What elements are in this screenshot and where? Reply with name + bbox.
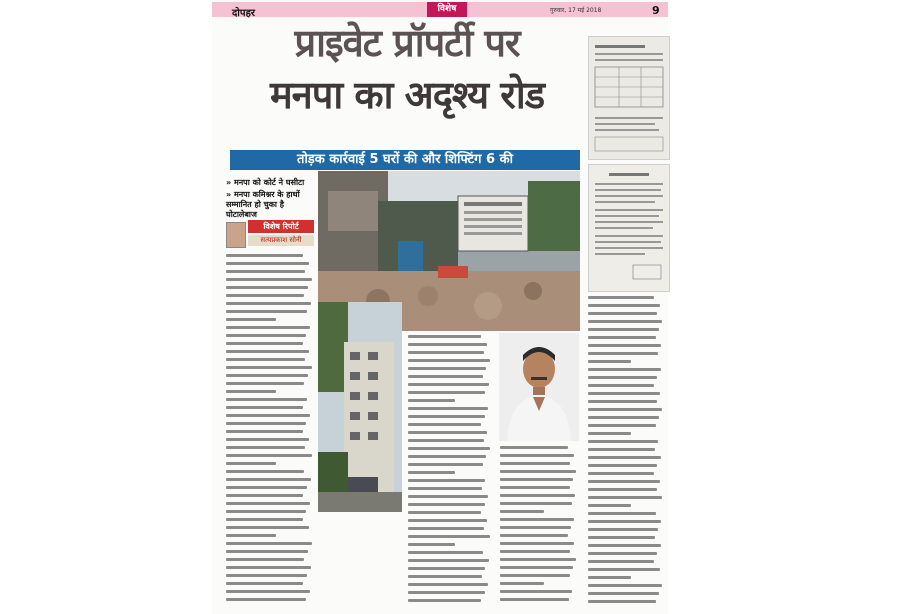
body-text-line <box>408 359 490 362</box>
body-text-line <box>226 494 303 497</box>
body-text-line <box>226 406 303 409</box>
body-text-line <box>588 432 631 435</box>
body-text-line <box>588 416 659 419</box>
body-text-line <box>408 495 488 498</box>
body-text-line <box>588 504 631 507</box>
body-text-line <box>226 278 312 281</box>
body-text-line <box>500 518 574 521</box>
paper-name: दोपहर <box>232 8 255 19</box>
body-text-line <box>500 494 575 497</box>
body-text-line <box>226 294 304 297</box>
body-text-line <box>500 502 572 505</box>
body-text-line <box>408 439 484 442</box>
body-text-line <box>226 326 310 329</box>
body-text-line <box>500 558 576 561</box>
article-column-4 <box>588 296 666 611</box>
body-text-line <box>500 454 574 457</box>
body-text-line <box>588 384 654 387</box>
body-text-line <box>408 335 481 338</box>
body-text-line <box>588 472 654 475</box>
body-text-line <box>226 374 308 377</box>
body-text-line <box>500 542 574 545</box>
body-text-line <box>500 534 568 537</box>
body-text-line <box>588 480 660 483</box>
body-text-line <box>226 582 303 585</box>
body-text-line <box>226 398 307 401</box>
body-text-line <box>226 502 310 505</box>
body-text-line <box>588 592 659 595</box>
document-scan-1 <box>588 36 670 160</box>
body-text-line <box>226 358 305 361</box>
body-text-line <box>226 542 312 545</box>
masthead <box>212 2 668 17</box>
body-text-line <box>226 438 309 441</box>
body-text-line <box>408 527 484 530</box>
body-text-line <box>500 582 544 585</box>
body-text-line <box>588 368 661 371</box>
body-text-line <box>408 391 485 394</box>
body-text-line <box>226 518 303 521</box>
body-text-line <box>588 600 656 603</box>
body-text-line <box>226 262 309 265</box>
body-text-line <box>588 456 661 459</box>
body-text-line <box>408 343 487 346</box>
body-text-line <box>408 399 455 402</box>
body-text-line <box>500 598 569 601</box>
highlights <box>226 178 316 222</box>
headline-line-1: प्राइवेट प्रॉपर्टी पर <box>294 21 520 65</box>
body-text-line <box>408 535 490 538</box>
body-text-line <box>226 310 307 313</box>
body-text-line <box>588 320 662 323</box>
reporter-photo <box>226 222 246 248</box>
body-text-line <box>500 574 570 577</box>
body-text-line <box>588 392 660 395</box>
body-text-line <box>588 376 657 379</box>
headline-line-2: मनपा का अदृश्य रोड <box>269 73 545 117</box>
body-text-line <box>588 296 654 299</box>
body-text-line <box>500 526 571 529</box>
body-text-line <box>226 590 310 593</box>
body-text-line <box>408 447 490 450</box>
byline <box>226 220 316 250</box>
body-text-line <box>226 486 307 489</box>
subheadline: तोड़क कार्रवाई 5 घरों की और शिफ्टिंग 6 की <box>230 150 580 170</box>
body-text-line <box>500 590 572 593</box>
body-text-line <box>588 424 656 427</box>
body-text-line <box>588 304 660 307</box>
reporter-name: सत्यप्रकाश सोनी <box>248 235 314 246</box>
body-text-line <box>226 534 276 537</box>
body-text-line <box>226 286 308 289</box>
body-text-line <box>408 431 487 434</box>
section-tab: विशेष <box>427 2 467 17</box>
body-text-line <box>588 576 631 579</box>
highlight-item: » मनपा कमिश्नर के हाथों सम्मानित हो चुका है घोटालेबाज <box>226 190 300 219</box>
body-text-line <box>226 254 303 257</box>
building-photo <box>318 302 402 512</box>
body-text-line <box>408 423 481 426</box>
body-text-line <box>408 551 483 554</box>
document-scan-2 <box>588 164 670 292</box>
body-text-line <box>226 598 306 601</box>
body-text-line <box>408 519 487 522</box>
issue-date: गुरुवार, 17 मई 2018 <box>550 7 602 14</box>
body-text-line <box>408 375 483 378</box>
body-text-line <box>588 440 658 443</box>
body-text-line <box>588 544 661 547</box>
body-text-line <box>408 567 485 570</box>
body-text-line <box>588 448 655 451</box>
body-text-line <box>226 390 276 393</box>
body-text-line <box>408 487 482 490</box>
body-text-line <box>588 344 661 347</box>
article-column-1 <box>226 254 316 610</box>
body-text-line <box>226 446 305 449</box>
body-text-line <box>226 510 306 513</box>
body-text-line <box>500 470 576 473</box>
body-text-line <box>408 351 484 354</box>
body-text-line <box>500 566 573 569</box>
body-text-line <box>500 446 568 449</box>
body-text-line <box>588 464 657 467</box>
body-text-line <box>588 312 657 315</box>
body-text-line <box>588 536 655 539</box>
body-text-line <box>408 463 483 466</box>
body-text-line <box>226 414 310 417</box>
body-text-line <box>588 496 662 499</box>
body-text-line <box>226 382 304 385</box>
body-text-line <box>226 526 309 529</box>
page-number: 9 <box>652 4 660 17</box>
body-text-line <box>226 454 312 457</box>
body-text-line <box>408 575 482 578</box>
body-text-line <box>226 302 311 305</box>
body-text-line <box>408 479 485 482</box>
body-text-line <box>588 336 656 339</box>
byline-tag: विशेष रिपोर्ट <box>248 220 314 233</box>
body-text-line <box>588 488 657 491</box>
body-text-line <box>408 559 489 562</box>
body-text-line <box>226 470 304 473</box>
body-text-line <box>408 471 455 474</box>
body-text-line <box>226 350 309 353</box>
body-text-line <box>588 528 658 531</box>
body-text-line <box>588 560 654 563</box>
body-text-line <box>500 550 570 553</box>
body-text-line <box>226 566 311 569</box>
body-text-line <box>408 583 488 586</box>
body-text-line <box>588 408 662 411</box>
body-text-line <box>500 486 570 489</box>
body-text-line <box>588 400 657 403</box>
body-text-line <box>226 462 276 465</box>
body-text-line <box>226 318 276 321</box>
body-text-line <box>226 270 305 273</box>
body-text-line <box>500 478 573 481</box>
body-text-line <box>408 511 481 514</box>
body-text-line <box>226 558 304 561</box>
body-text-line <box>226 574 307 577</box>
body-text-line <box>226 422 306 425</box>
body-text-line <box>226 550 308 553</box>
body-text-line <box>226 342 303 345</box>
body-text-line <box>408 415 485 418</box>
body-text-line <box>500 462 570 465</box>
body-text-line <box>588 584 662 587</box>
body-text-line <box>408 455 486 458</box>
body-text-line <box>588 512 656 515</box>
body-text-line <box>408 591 485 594</box>
body-text-line <box>408 367 486 370</box>
body-text-line <box>408 599 481 602</box>
body-text-line <box>408 503 485 506</box>
person-portrait <box>499 333 579 441</box>
body-text-line <box>408 407 488 410</box>
body-text-line <box>588 568 660 571</box>
body-text-line <box>226 478 311 481</box>
highlight-item: » मनपा को कोर्ट ने घसीटा <box>226 178 305 187</box>
body-text-line <box>500 510 544 513</box>
body-text-line <box>226 430 303 433</box>
body-text-line <box>588 552 657 555</box>
body-text-line <box>408 383 489 386</box>
article-column-3 <box>500 446 580 611</box>
body-text-line <box>588 328 659 331</box>
body-text-line <box>588 520 661 523</box>
body-text-line <box>588 352 658 355</box>
body-text-line <box>226 334 306 337</box>
body-text-line <box>408 543 455 546</box>
body-text-line <box>588 360 631 363</box>
article-column-2 <box>408 335 494 611</box>
body-text-line <box>226 366 312 369</box>
